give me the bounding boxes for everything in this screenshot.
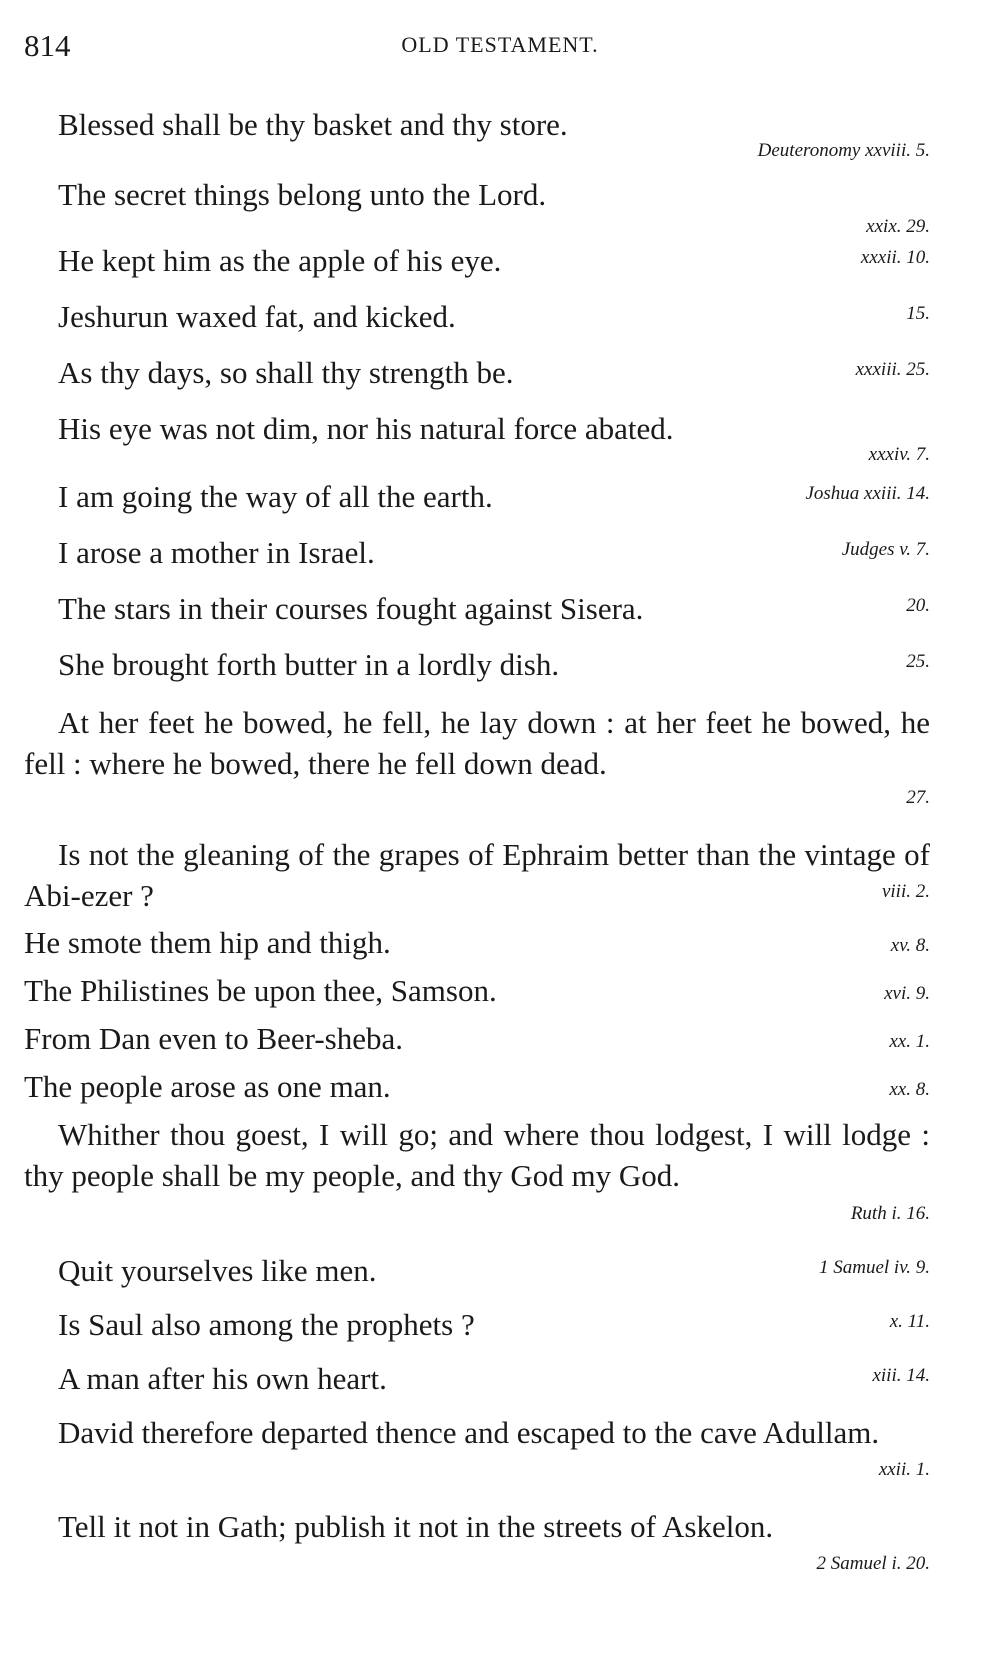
quote-text: Blessed shall be thy basket and thy store. <box>58 107 568 142</box>
reference: xx. 8. <box>889 1079 930 1100</box>
quote-text: Jeshurun waxed fat, and kicked. <box>58 299 456 334</box>
running-head: OLD TESTAMENT. <box>401 32 599 57</box>
quote-text: At her feet he bowed, he fell, he lay down : at her feet he bowed, he fell : where he bowed, there he fell down dead. <box>24 705 930 781</box>
quote-text: She brought forth butter in a lordly dish. <box>58 647 560 682</box>
reference: 15. <box>906 303 930 324</box>
list-item <box>24 1304 930 1346</box>
quote-text: Is Saul also among the prophets ? <box>58 1307 475 1342</box>
reference: 20. <box>906 595 930 616</box>
quote-text: I am going the way of all the earth. <box>58 479 493 514</box>
reference: xiii. 14. <box>872 1365 930 1386</box>
quote-text: The stars in their courses fought against Sisera. <box>58 591 644 626</box>
reference: viii. 2. <box>881 881 930 902</box>
quote-text: David therefore departed thence and escaped to the cave Adullam. <box>58 1415 880 1450</box>
reference: xvi. 9. <box>884 983 930 1004</box>
list-item <box>24 644 930 686</box>
list-item <box>24 1412 930 1494</box>
quote-text: He smote them hip and thigh. <box>24 925 391 960</box>
reference: xxxiii. 25. <box>855 359 930 380</box>
list-item <box>24 240 930 282</box>
reference: Joshua xxiii. 14. <box>805 483 930 504</box>
quote-text: Whither thou goest, I will go; and where thou lodgest, I will lodge : thy people shall be my people, and thy God my God. <box>24 1117 930 1193</box>
reference: xxix. 29. <box>866 216 930 237</box>
list-item <box>24 834 930 916</box>
quote-text: Quit yourselves like men. <box>58 1253 377 1288</box>
reference: Ruth i. 16. <box>850 1203 930 1224</box>
reference: xx. 1. <box>889 1031 930 1052</box>
quote-text: A man after his own heart. <box>58 1361 387 1396</box>
list-item <box>24 1114 930 1238</box>
reference: xv. 8. <box>890 935 930 956</box>
quote-text: Is not the gleaning of the grapes of Ephraim better than the vintage of Abi-ezer ? <box>24 837 930 913</box>
reference: 2 Samuel i. 20. <box>816 1553 930 1574</box>
quote-text: His eye was not dim, nor his natural force abated. <box>58 411 674 446</box>
list-item <box>24 296 930 338</box>
list-item <box>24 1066 930 1114</box>
reference: Deuteronomy xxviii. 5. <box>757 140 930 161</box>
list-item <box>24 702 930 822</box>
quote-text: He kept him as the apple of his eye. <box>58 243 502 278</box>
list-item <box>24 532 930 574</box>
quote-text: The secret things belong unto the Lord. <box>58 177 547 212</box>
quotation-list <box>24 104 930 1588</box>
list-item <box>24 1358 930 1400</box>
list-item <box>24 352 930 394</box>
reference: 1 Samuel iv. 9. <box>819 1257 930 1278</box>
reference: 25. <box>906 651 930 672</box>
page-header <box>0 28 1000 68</box>
quote-text: The people arose as one man. <box>24 1069 391 1104</box>
quote-text: From Dan even to Beer-sheba. <box>24 1021 404 1056</box>
reference: Judges v. 7. <box>841 539 930 560</box>
reference: xxxii. 10. <box>860 247 930 268</box>
quote-text: Tell it not in Gath; publish it not in the streets of Askelon. <box>58 1509 774 1544</box>
list-item <box>24 1506 930 1588</box>
reference: 27. <box>906 787 930 808</box>
list-item <box>24 408 930 465</box>
list-item <box>24 922 930 970</box>
quote-text: I arose a mother in Israel. <box>58 535 375 570</box>
quote-text: As thy days, so shall thy strength be. <box>58 355 514 390</box>
list-item <box>24 174 930 237</box>
list-item <box>24 1018 930 1066</box>
page-number: 814 <box>24 28 71 63</box>
list-item <box>24 588 930 630</box>
list-item <box>24 104 930 161</box>
list-item <box>24 970 930 1018</box>
reference: xxii. 1. <box>878 1459 930 1480</box>
reference: xxxiv. 7. <box>868 444 930 465</box>
list-item <box>24 1250 930 1292</box>
quote-text: The Philistines be upon thee, Samson. <box>24 973 497 1008</box>
list-item <box>24 476 930 518</box>
reference: x. 11. <box>889 1311 930 1332</box>
